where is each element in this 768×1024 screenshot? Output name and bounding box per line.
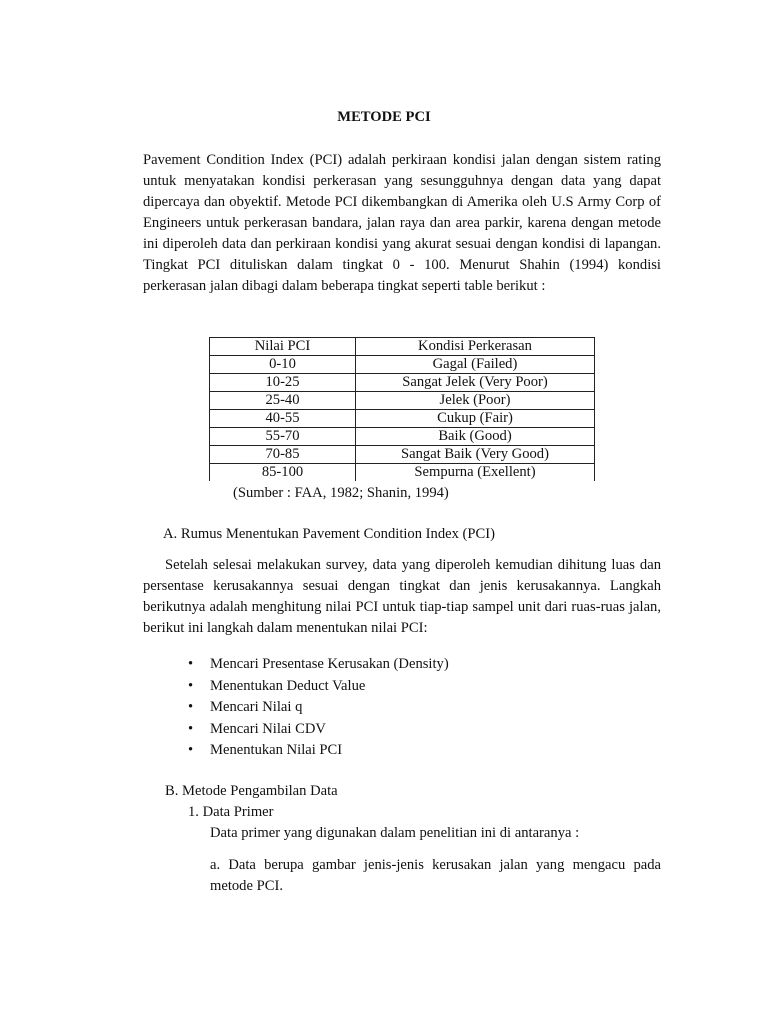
section-b-heading: B. Metode Pengambilan Data <box>165 783 338 799</box>
table-row <box>210 464 595 482</box>
table-row <box>210 356 595 374</box>
pci-condition-table <box>209 337 595 481</box>
bullet-icon: • <box>188 677 194 694</box>
table-cell-condition: Sangat Baik (Very Good) <box>356 446 595 464</box>
table-header-kondisi: Kondisi Perkerasan <box>356 338 595 356</box>
list-item: • Menentukan Deduct Value <box>210 676 449 698</box>
table-row <box>210 410 595 428</box>
table-cell-range: 25-40 <box>210 392 356 410</box>
page-title: METODE PCI <box>337 109 431 125</box>
table-cell-range: 85-100 <box>210 464 356 482</box>
data-primer-item-a: a. Data berupa gambar jenis-jenis kerusakan jalan yang mengacu pada metode PCI. <box>210 857 661 894</box>
table-cell-range: 0-10 <box>210 356 356 374</box>
bullet-icon: • <box>188 656 194 672</box>
table-header-row <box>210 338 595 356</box>
list-item: • Mencari Presentase Kerusakan (Density) <box>210 654 449 676</box>
table-cell-range: 70-85 <box>210 446 356 464</box>
table-header-nilai-pci: Nilai PCI <box>210 338 356 356</box>
table-row <box>210 392 595 410</box>
list-item: • Menentukan Nilai PCI <box>210 740 449 762</box>
table-cell-condition: Gagal (Failed) <box>356 356 595 374</box>
table-row <box>210 374 595 392</box>
list-item: • Mencari Nilai q <box>210 697 449 719</box>
subsection-data-primer-heading: 1. Data Primer <box>188 804 274 820</box>
pci-steps-list <box>188 654 449 762</box>
table-source-note: (Sumber : FAA, 1982; Shanin, 1994) <box>233 485 449 501</box>
bullet-icon: • <box>188 699 194 715</box>
intro-paragraph: Pavement Condition Index (PCI) adalah perkiraan kondisi jalan dengan sistem rating untuk menyatakan kondisi perkerasan yang sesungguhnya dengan data yang dapat dipercaya dan obyektif. Metode PCI dikembangkan di Amerika oleh U.S Army Corp of Engineers untuk perkerasan bandara, jalan raya dan area parkir, karena dengan metode ini diperoleh data dan perkiraan kondisi yang akurat sesuai dengan kondisi di lapangan. Tingkat PCI dituliskan dalam tingkat 0 - 100. Menurut Shahin (1994) kondisi perkerasan jalan dibagi dalam beberapa tingkat seperti table berikut : <box>143 152 661 294</box>
table-cell-condition: Cukup (Fair) <box>356 410 595 428</box>
bullet-icon: • <box>188 720 194 737</box>
table-cell-condition: Sangat Jelek (Very Poor) <box>356 374 595 392</box>
table-cell-range: 10-25 <box>210 374 356 392</box>
bullet-icon: • <box>188 742 194 758</box>
table-cell-condition: Jelek (Poor) <box>356 392 595 410</box>
table-row <box>210 446 595 464</box>
list-item: • Mencari Nilai CDV <box>210 719 449 741</box>
data-primer-intro: Data primer yang digunakan dalam penelitian ini di antaranya : <box>210 825 580 841</box>
table-cell-range: 55-70 <box>210 428 356 446</box>
table-cell-range: 40-55 <box>210 410 356 428</box>
table-cell-condition: Sempurna (Exellent) <box>356 464 595 482</box>
table-cell-condition: Baik (Good) <box>356 428 595 446</box>
section-a-heading: A. Rumus Menentukan Pavement Condition Index (PCI) <box>163 526 495 542</box>
section-a-paragraph: Setelah selesai melakukan survey, data yang diperoleh kemudian dihitung luas dan persentase kerusakannya sesuai dengan tingkat dan jenis kerusakannya. Langkah berikutnya adalah menghitung nilai PCI untuk tiap-tiap sampel unit dari ruas-ruas jalan, berikut ini langkah dalam menentukan nilai PCI: <box>143 557 661 636</box>
table-row <box>210 428 595 446</box>
